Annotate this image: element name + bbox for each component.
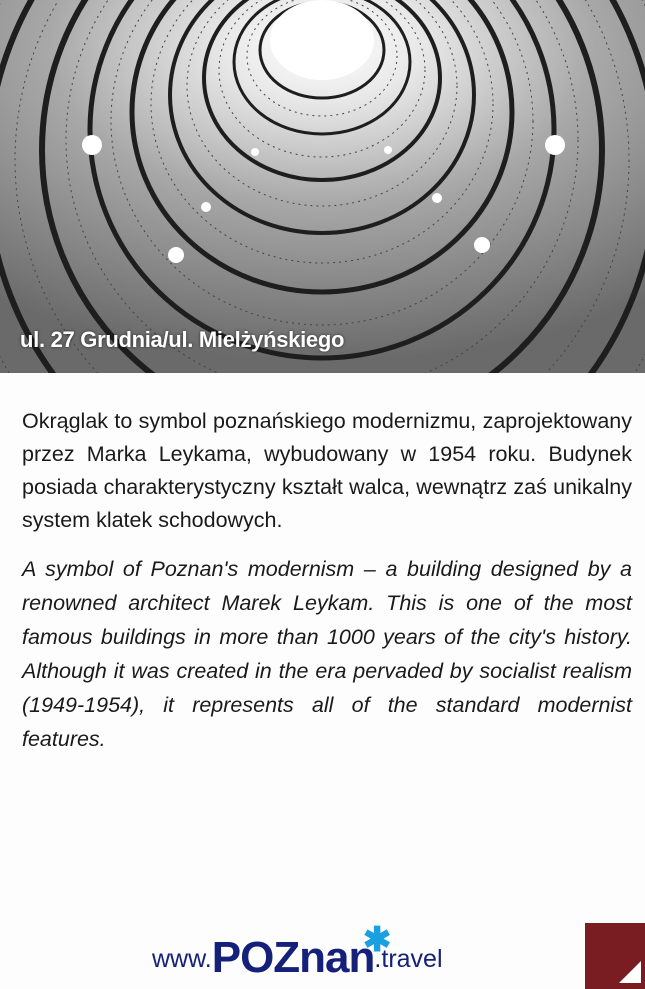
description-polish: Okrąglak to symbol poznańskiego modernizmu, zaprojektowany przez Marka Leykama, wybudowany w 1954 roku. Budynek posiada charakterystyczny kształt walca, wewnątrz zaś unikalny system klatek schodowych. bbox=[22, 409, 632, 532]
spiral-staircase-image bbox=[0, 0, 645, 373]
logo-name-text: POZnan bbox=[211, 933, 375, 982]
corner-stamp bbox=[585, 923, 645, 989]
asterisk-icon: ✱ bbox=[362, 921, 391, 959]
logo-name bbox=[211, 921, 391, 982]
triangle-icon bbox=[619, 961, 641, 983]
street-caption: ul. 27 Grudnia/ul. Mielżyńskiego bbox=[20, 327, 345, 352]
logo-prefix: www. bbox=[152, 945, 212, 973]
description-english: A symbol of Poznan's modernism – a building designed by a renowned architect Marek Leykam. This is one of the most famous buildings in more than 1000 years of the city's history. Although it was created in the era pervaded by socialist realism (1949-1954), it represents all of the standard modernist features. bbox=[22, 557, 632, 751]
staircase-photo bbox=[0, 0, 645, 373]
logo-suffix: .travel bbox=[374, 945, 443, 973]
poznan-travel-logo bbox=[152, 920, 443, 980]
